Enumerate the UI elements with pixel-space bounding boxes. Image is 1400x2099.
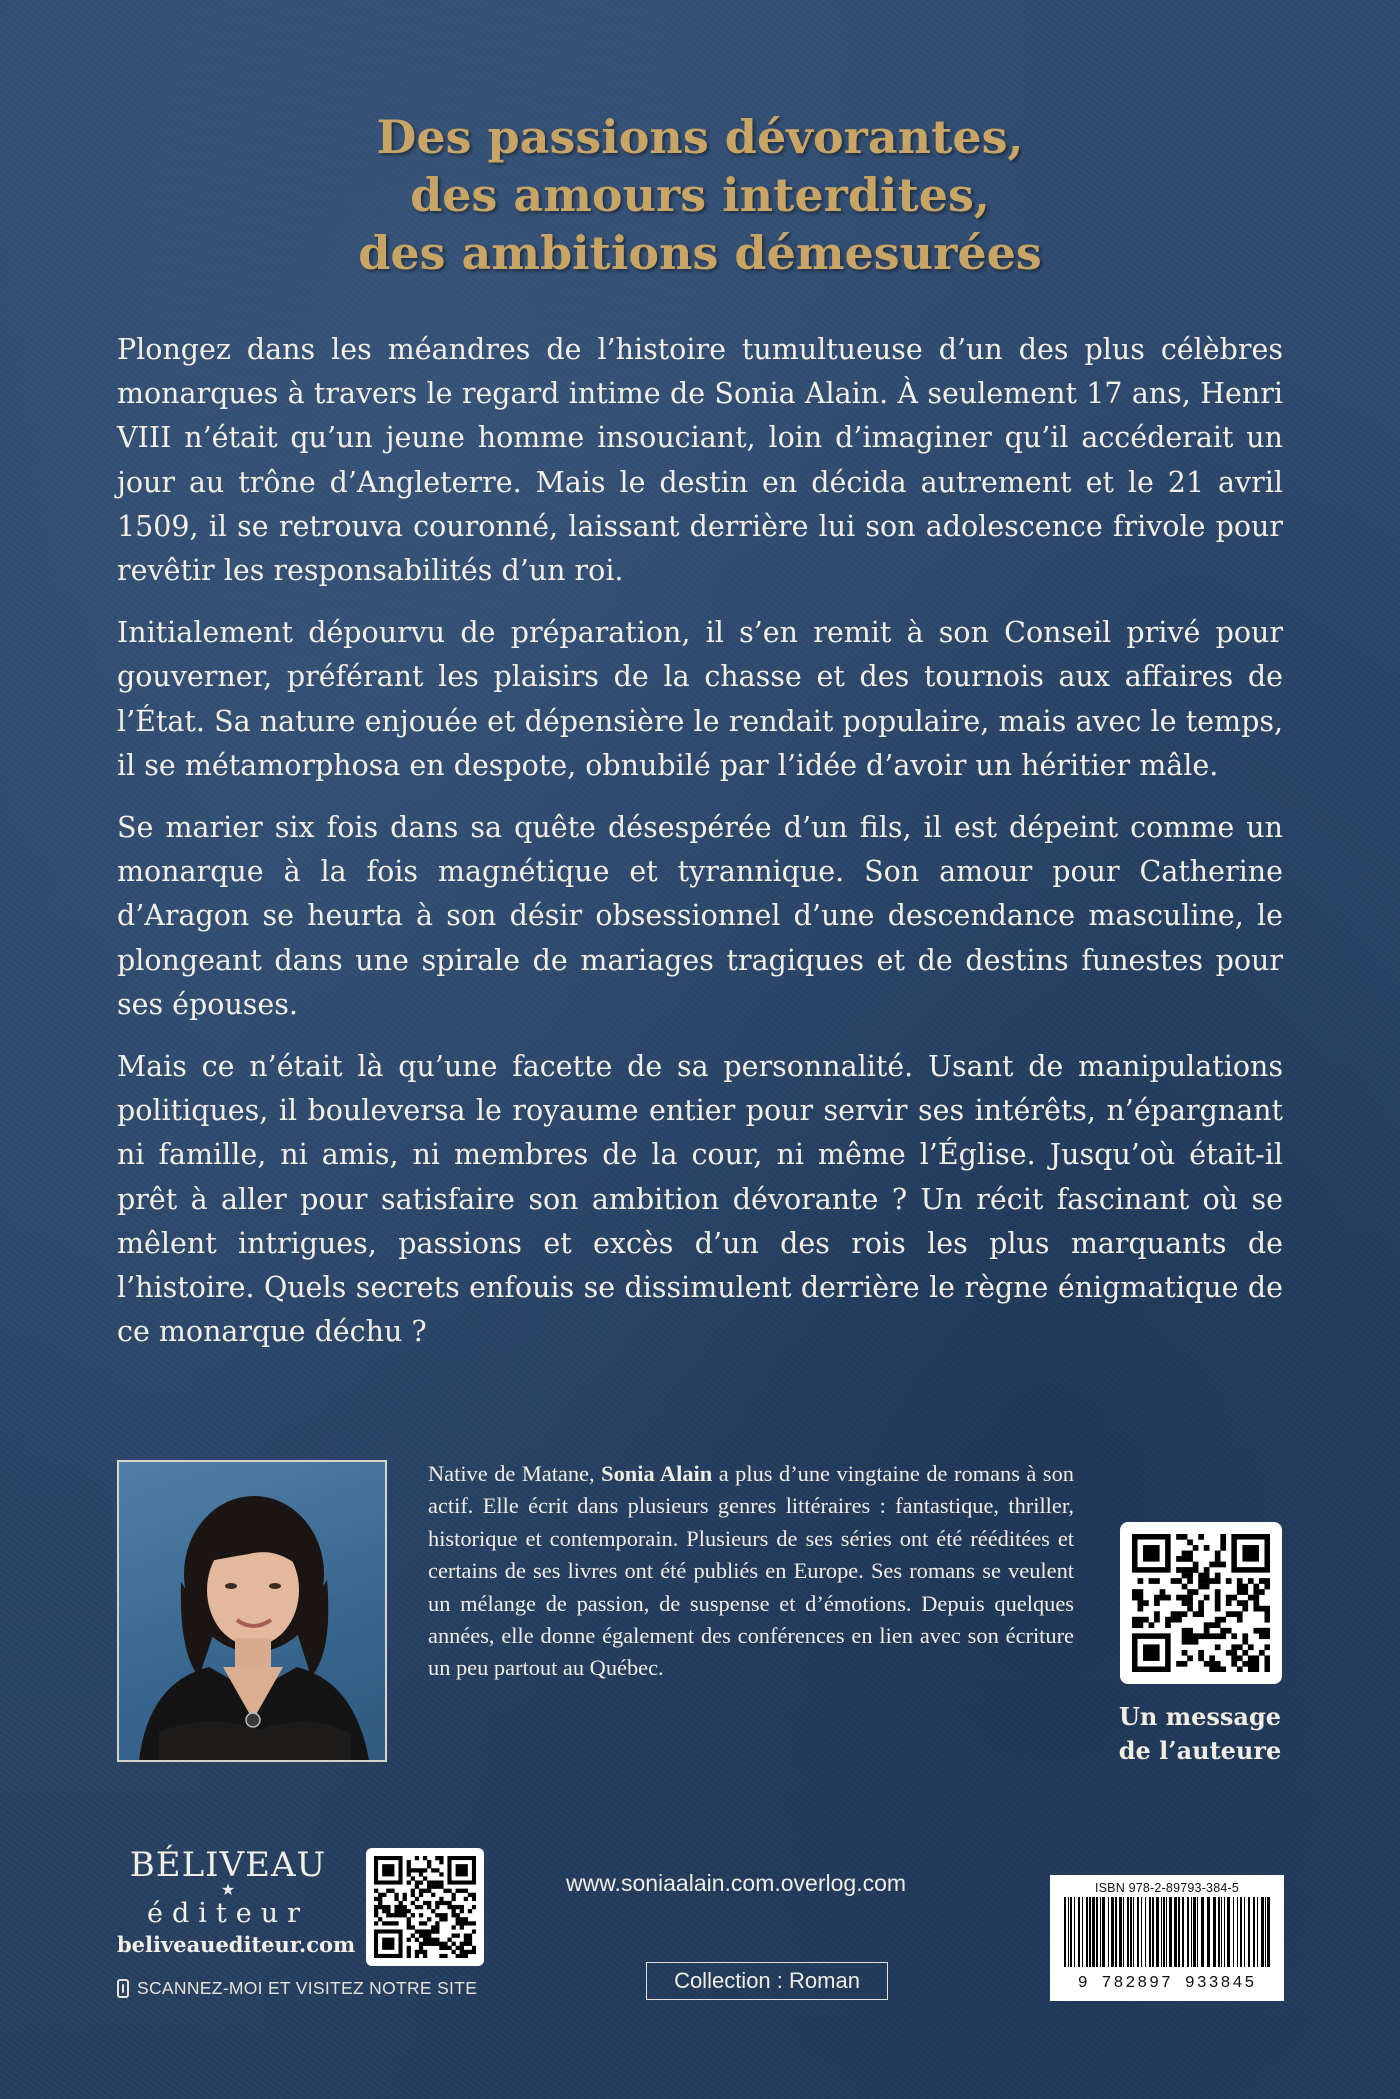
qr-code-icon — [374, 1856, 476, 1958]
bio-author-name: Sonia Alain — [601, 1461, 713, 1486]
author-bio — [428, 1458, 1074, 1685]
qr-code-icon — [1132, 1534, 1270, 1672]
author-message-label-line-1: Un message — [1118, 1702, 1282, 1731]
author-photo — [117, 1460, 387, 1762]
synopsis-paragraph-1: Plongez dans les méandres de l’histoire tumultueuse d’un des plus célèbres monarques à travers le regard intime de Sonia Alain. À seulement 17 ans, Henri VIII n’était qu’un jeune homme insouciant, loin d’imaginer qu’il accéderait un jour au trône d’Angleterre. Mais le destin en décida autrement et le 21 avril 1509, il se retrouva couronné, laissant derrière lui son adolescence frivole pour revêtir les responsabilités d’un roi. — [117, 333, 1283, 588]
headline — [100, 108, 1300, 282]
scan-text: SCANNEZ-MOI ET VISITEZ NOTRE SITE — [137, 1978, 478, 1998]
synopsis — [117, 328, 1283, 1372]
author-message-label-line-2: de l’auteure — [1118, 1736, 1282, 1765]
publisher-qr-code[interactable] — [366, 1848, 484, 1966]
bio-text: a plus d’une vingtaine de romans à son actif. Elle écrit dans plusieurs genres littéraires : fantastique, thriller, historique et contemporain. Plusieurs de ses séries ont été rééditées et certains de ses livres ont été publiés en Europe. Ses romans se veulent un mélange de passion, de suspense et d’émotions. Depuis quelques années, elle donne également des conférences en lien avec son écriture un peu partout au Québec. — [428, 1461, 1074, 1681]
publisher-subtitle: éditeur — [146, 1898, 310, 1929]
isbn-number: ISBN 978-2-89793-384-5 — [1094, 1881, 1240, 1895]
smartphone-icon — [117, 1979, 129, 1998]
headline-line-3: des ambitions démesurées — [358, 226, 1042, 280]
bio-intro: Native de Matane, — [428, 1461, 602, 1486]
collection-label: Collection : Roman — [646, 1962, 888, 2000]
barcode-icon — [1060, 1895, 1274, 1969]
author-message-qr-code[interactable] — [1120, 1522, 1282, 1684]
headline-line-2: des amours interdites, — [410, 168, 990, 222]
isbn-barcode — [1050, 1875, 1284, 2001]
synopsis-paragraph-2: Initialement dépourvu de préparation, il s’en remit à son Conseil privé pour gouverner, préférant les plaisirs de la chasse et des tournois aux affaires de l’État. Sa nature enjouée et dépensière le rendait populaire, mais avec le temps, il se métamorphosa en despote, obnubilé par l’idée d’avoir un héritier mâle. — [117, 616, 1283, 782]
isbn-digits: 9 782897 933845 — [1077, 1973, 1257, 1992]
author-website[interactable]: www.soniaalain.com.overlog.com — [566, 1870, 907, 1896]
synopsis-paragraph-3: Se marier six fois dans sa quête désespérée d’un fils, il est dépeint comme un monarque à la fois magnétique et tyrannique. Son amour pour Catherine d’Aragon se heurta à son désir obsessionnel d’une descendance masculine, le plongeant dans une spirale de mariages tragiques et de destins funestes pour ses épouses. — [117, 811, 1283, 1021]
scan-instruction — [117, 1978, 517, 1999]
publisher-url[interactable]: beliveauediteur.com — [117, 1932, 356, 1957]
star-icon: ★ — [220, 1882, 236, 1899]
publisher-logo — [117, 1845, 356, 1960]
publisher-name: BÉLIVEAU — [129, 1845, 327, 1885]
headline-line-1: Des passions dévorantes, — [376, 110, 1024, 164]
synopsis-paragraph-4: Mais ce n’était là qu’une facette de sa personnalité. Usant de manipulations politiques, il bouleversa le royaume entier pour servir ses intérêts, n’épargnant ni famille, ni amis, ni membres de la cour, ni même l’Église. Jusqu’où était-il prêt à aller pour satisfaire son ambition dévorante ? Un récit fascinant où se mêlent intrigues, passions et excès d’un des rois les plus marquants de l’histoire. Quels secrets enfouis se dissimulent derrière le règne énigmatique de ce monarque déchu ? — [117, 1050, 1283, 1349]
author-portrait-illustration — [119, 1462, 385, 1760]
author-message-label — [1100, 1700, 1300, 1768]
